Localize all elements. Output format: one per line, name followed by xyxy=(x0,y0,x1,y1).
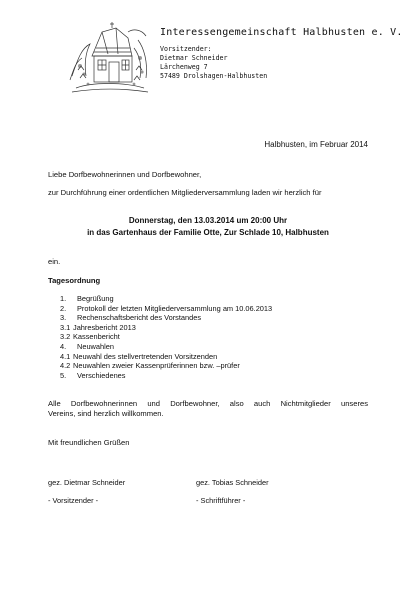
agenda-item-text: Begrüßung xyxy=(77,294,114,303)
agenda-item xyxy=(60,323,272,333)
regards: Mit freundlichen Grüßen xyxy=(48,438,130,447)
agenda-item-text: Protokoll der letzten Mitgliederversammlung am 10.06.2013 xyxy=(77,303,273,313)
agenda-item-number: 4.2 xyxy=(60,361,71,371)
event-date: Donnerstag, den 13.03.2014 um 20:00 Uhr xyxy=(128,216,288,225)
agenda-item xyxy=(60,371,272,381)
agenda-item-text: Verschiedenes xyxy=(77,370,126,380)
agenda-item-number: 3. xyxy=(60,313,67,323)
garden-house-logo xyxy=(68,18,150,96)
chair-label: Vorsitzender: xyxy=(160,45,212,53)
ein-text: ein. xyxy=(48,257,61,266)
agenda-item-text: Jahresbericht 2013 xyxy=(73,322,136,332)
chair-city: 57489 Drolshagen-Halbhusten xyxy=(160,72,268,80)
agenda-item-number: 3.2 xyxy=(60,332,71,342)
agenda-item xyxy=(60,313,272,323)
closing-line-2: Vereins, sind herzlich willkommen. xyxy=(48,409,164,418)
agenda-item xyxy=(60,332,272,342)
agenda-item-number: 5. xyxy=(60,370,67,380)
greeting: Liebe Dorfbewohnerinnen und Dorfbewohner, xyxy=(48,170,202,179)
agenda-list xyxy=(60,294,272,380)
closing-line-1: Alle Dorfbewohnerinnen und Dorfbewohner, also auch Nichtmitglieder unseres xyxy=(48,399,368,408)
agenda-item-text: Neuwahlen zweier Kassenprüferinnen bzw. –prüfer xyxy=(73,361,240,371)
agenda-item xyxy=(60,304,272,314)
invitation-text: zur Durchführung einer ordentlichen Mitgliederversammlung laden wir herzlich für xyxy=(48,188,322,197)
closing-paragraph xyxy=(48,399,368,419)
agenda-item-number: 4.1 xyxy=(60,351,71,361)
agenda-item-text: Neuwahlen xyxy=(77,341,114,351)
agenda-item xyxy=(60,294,272,304)
agenda-item-number: 4. xyxy=(60,341,67,351)
agenda-item xyxy=(60,352,272,362)
chair-name: Dietmar Schneider xyxy=(160,54,228,62)
agenda-item xyxy=(60,361,272,371)
event-location: in das Gartenhaus der Familie Otte, Zur Schlade 10, Halbhusten xyxy=(87,228,329,237)
agenda-item-text: Kassenbericht xyxy=(73,332,120,342)
agenda-title: Tagesordnung xyxy=(48,276,101,285)
agenda-item xyxy=(60,342,272,352)
signature-right-name: gez. Tobias Schneider xyxy=(196,478,269,487)
chair-address-block xyxy=(160,45,267,81)
agenda-item-number: 3.1 xyxy=(60,322,71,332)
signature-left-name: gez. Dietmar Schneider xyxy=(48,478,126,487)
agenda-item-text: Neuwahl des stellvertretenden Vorsitzenden xyxy=(73,351,218,361)
chair-street: Lärchenweg 7 xyxy=(160,63,208,71)
signature-right-role: - Schriftführer - xyxy=(196,496,246,505)
agenda-item-number: 1. xyxy=(60,294,67,303)
signature-left-role: - Vorsitzender - xyxy=(48,496,99,505)
organization-name: Interessengemeinschaft Halbhusten e. V. xyxy=(160,27,403,38)
agenda-item-number: 2. xyxy=(60,303,67,313)
agenda-item-text: Rechenschaftsbericht des Vorstandes xyxy=(77,313,202,323)
place-date: Halbhusten, im Februar 2014 xyxy=(264,140,368,149)
